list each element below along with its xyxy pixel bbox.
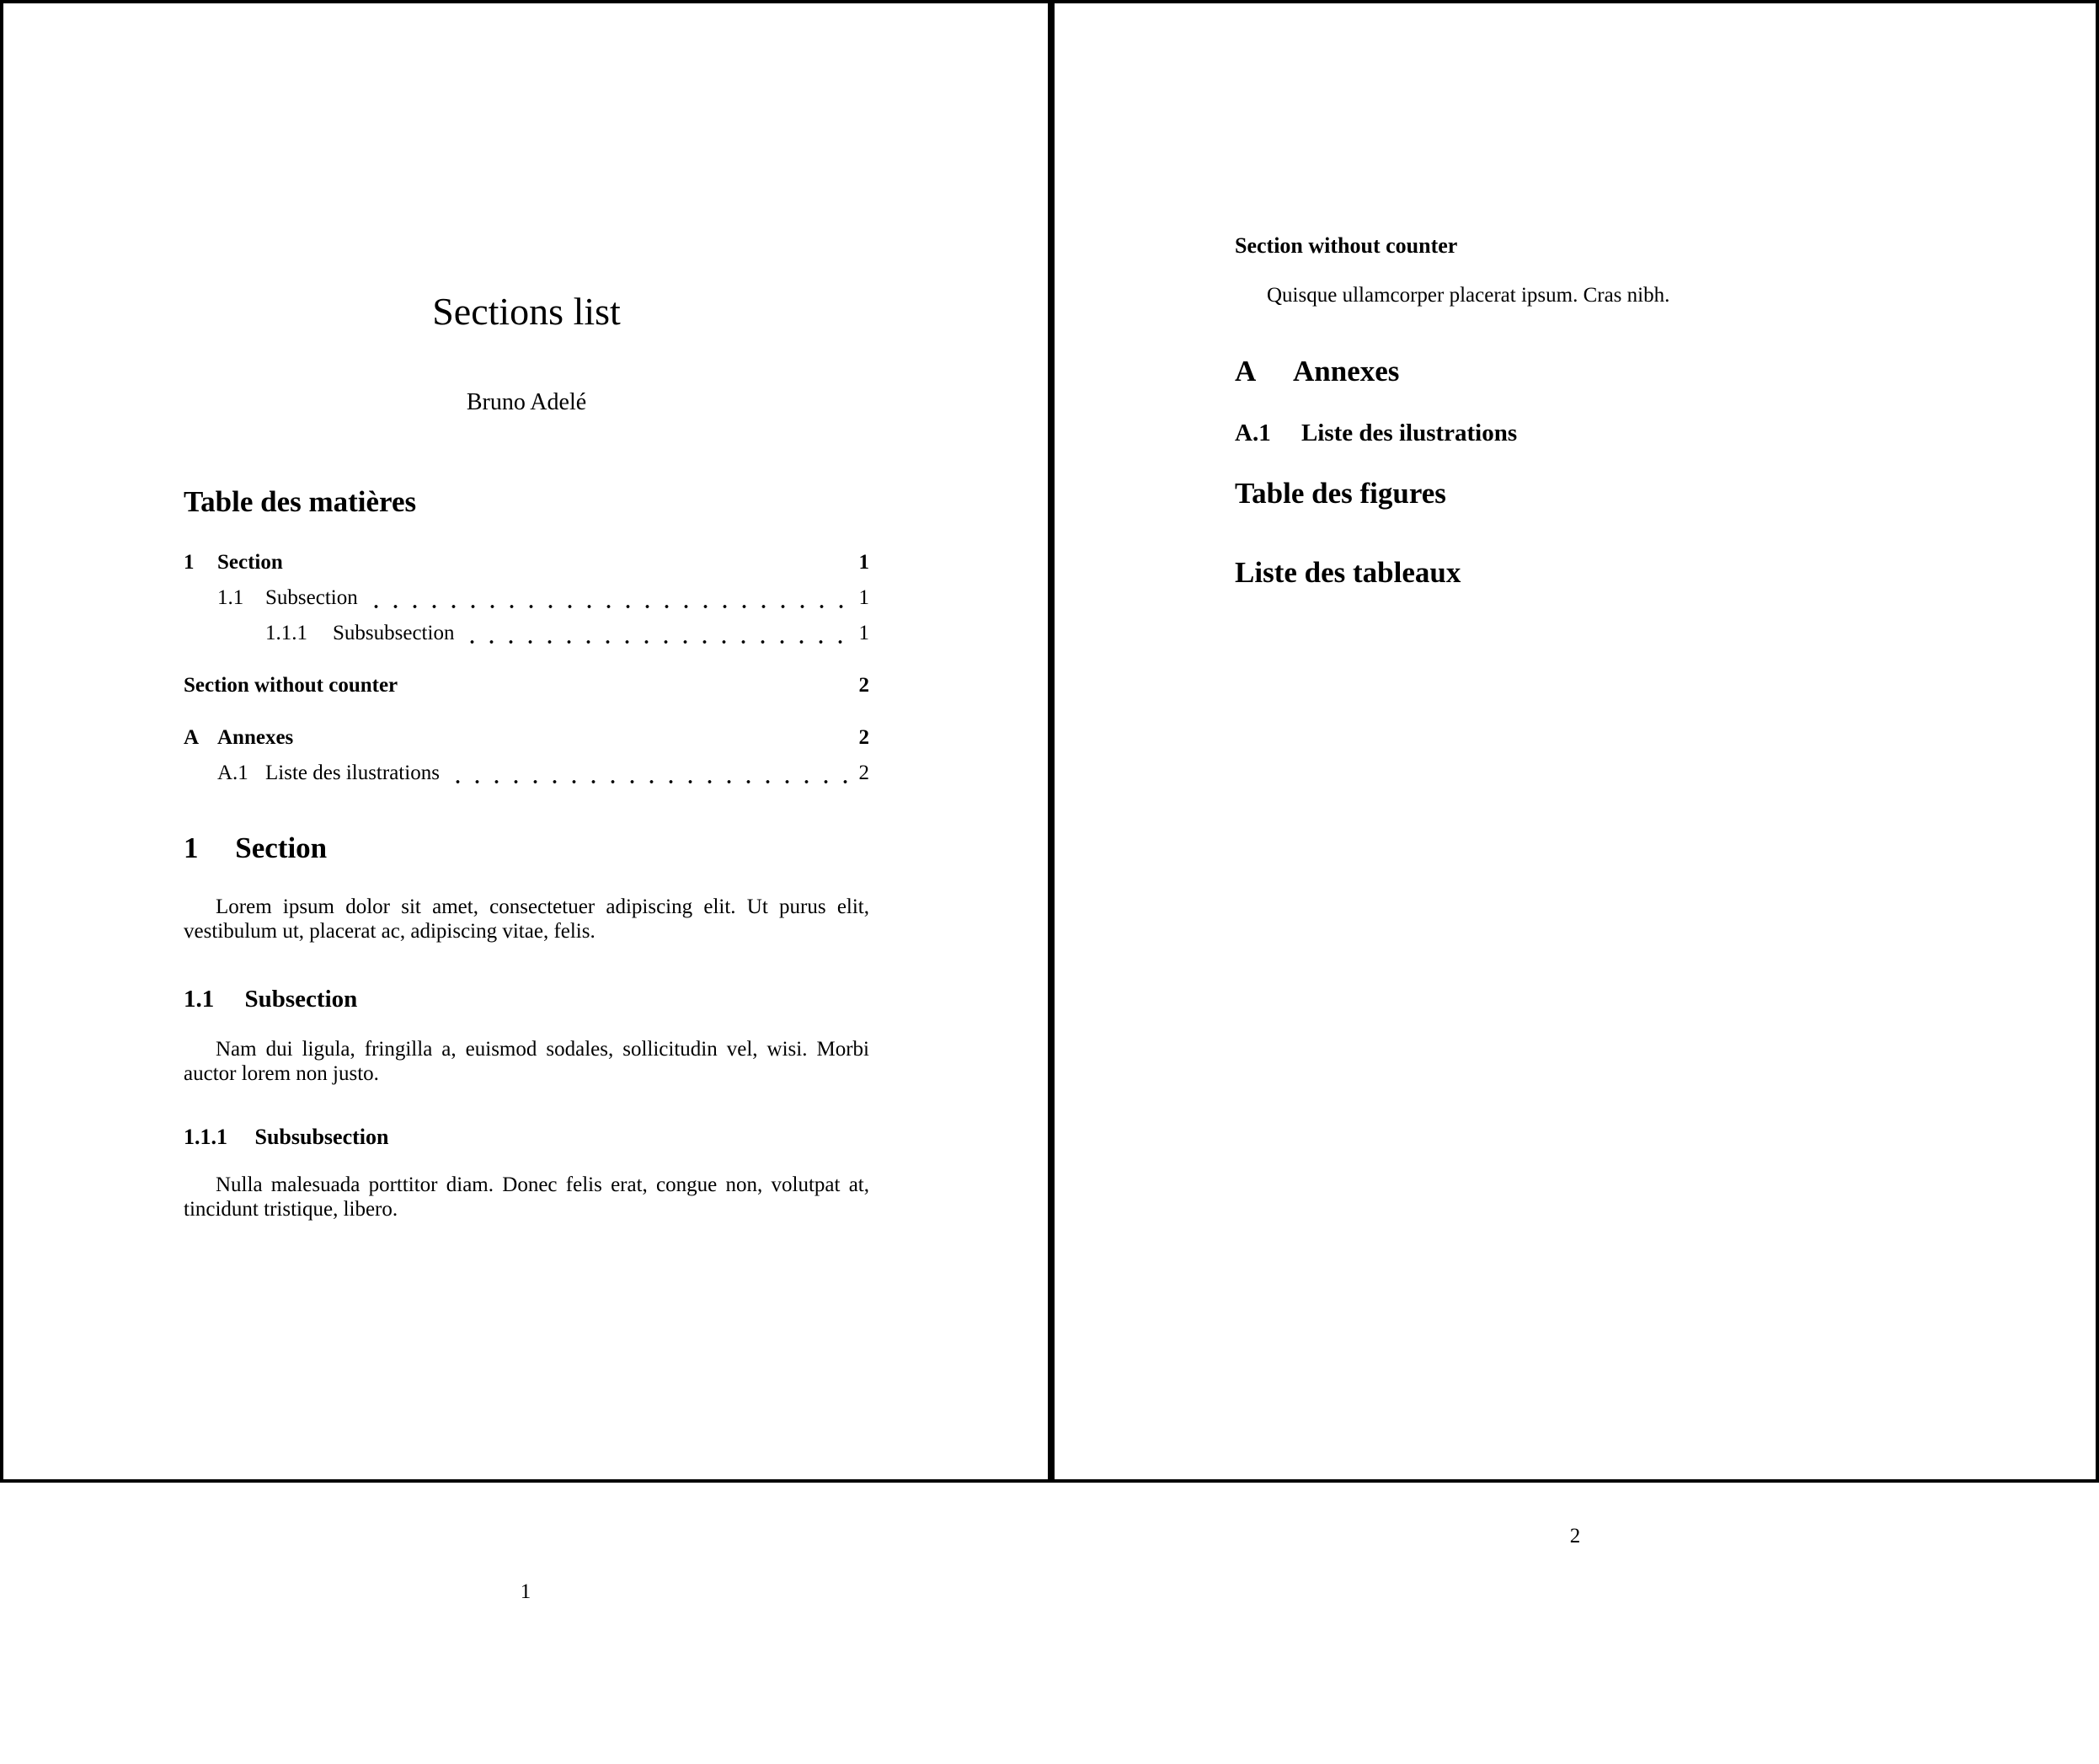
toc-entry-label: Section [217, 550, 283, 574]
document-title: Sections list [432, 290, 621, 333]
section-without-counter-heading [1235, 233, 1917, 259]
toc-entry-page: 1 [858, 550, 869, 574]
document-page-1 [3, 3, 1048, 1603]
toc-entry-number: 1 [184, 550, 195, 574]
annex-subsection-number: A.1 [1235, 420, 1271, 447]
section-title: Section [235, 831, 328, 864]
subsection-1-1-heading [184, 985, 869, 1014]
subsection-number: 1.1 [184, 985, 215, 1013]
annex-subsection-heading [1235, 419, 1917, 448]
page-1-body [3, 288, 1048, 1764]
toc-entry-number: A.1 [217, 761, 248, 784]
page-2-number: 2 [1569, 1525, 1581, 1548]
toc-dot-leader [459, 621, 850, 646]
toc-entry-number: A [184, 725, 200, 749]
toc-entry-number: 1.1.1 [265, 621, 307, 644]
toc-entry-page: 2 [858, 673, 869, 697]
section-without-counter-title: Section without counter [1235, 233, 1458, 258]
toc-dot-leader [363, 585, 851, 611]
list-of-figures-heading [1235, 476, 1917, 511]
toc-entry-page: 1 [858, 585, 869, 609]
toc-entry-label: Section without counter [184, 673, 398, 697]
subsection-1-1-paragraph: Nam dui ligula, fringilla a, euismod sodales, sollicitudin vel, wisi. Morbi auctor lorem non justo. [184, 1037, 869, 1085]
toc-entry-section-1 [184, 550, 869, 575]
toc-entry-subsection-1-1 [184, 585, 869, 611]
toc-entry-page: 2 [858, 725, 869, 749]
toc-entry-label: Annexes [217, 725, 294, 749]
toc-entry-subsubsection-1-1-1 [184, 621, 869, 646]
subsubsection-1-1-1-paragraph: Nulla malesuada porttitor diam. Donec felis erat, congue non, volutpat at, tincidunt tristique, libero. [184, 1173, 869, 1221]
toc-dot-leader [445, 761, 851, 786]
subsubsection-1-1-1-heading [184, 1124, 869, 1150]
annex-section-heading [1235, 354, 1917, 389]
toc-entry-label: Subsection [265, 585, 358, 609]
annex-subsection-title: Liste des ilustrations [1301, 420, 1518, 447]
list-of-tables-heading [1235, 555, 1917, 591]
toc-entry-liste-des-ilustrations [184, 761, 869, 786]
section-number: 1 [184, 831, 199, 864]
toc-heading-label: Table des matières [184, 484, 417, 518]
subsection-title: Subsection [244, 985, 358, 1013]
toc-entry-number: 1.1 [217, 585, 244, 609]
toc-entry-label: Liste des ilustrations [265, 761, 440, 784]
section-1-paragraph: Lorem ipsum dolor sit amet, consectetuer adipiscing elit. Ut purus elit, vestibulum ut, placerat ac, adipiscing vitae, felis. [184, 895, 869, 943]
annex-section-title: Annexes [1293, 355, 1400, 388]
list-of-figures-label: Table des figures [1235, 476, 1446, 510]
toc-entry-annexes [184, 725, 869, 751]
toc-entry-label: Subsubsection [333, 621, 455, 644]
toc-heading [184, 484, 869, 520]
subsubsection-title: Subsubsection [254, 1124, 389, 1149]
section-without-counter-paragraph: Quisque ullamcorper placerat ipsum. Cras nibh. [1267, 284, 1670, 307]
section-1-heading [184, 831, 869, 866]
document-author: Bruno Adelé [466, 389, 587, 416]
toc-entry-page: 2 [858, 761, 869, 784]
table-of-contents [184, 550, 869, 786]
page-2-body [1055, 233, 2096, 1708]
toc-entry-page: 1 [858, 621, 869, 644]
document-page-2 [1055, 3, 2096, 1548]
subsubsection-number: 1.1.1 [184, 1124, 227, 1149]
toc-entry-section-without-counter [184, 673, 869, 698]
annex-section-number: A [1235, 355, 1257, 388]
list-of-tables-label: Liste des tableaux [1235, 555, 1461, 589]
page-1-number: 1 [520, 1580, 531, 1603]
